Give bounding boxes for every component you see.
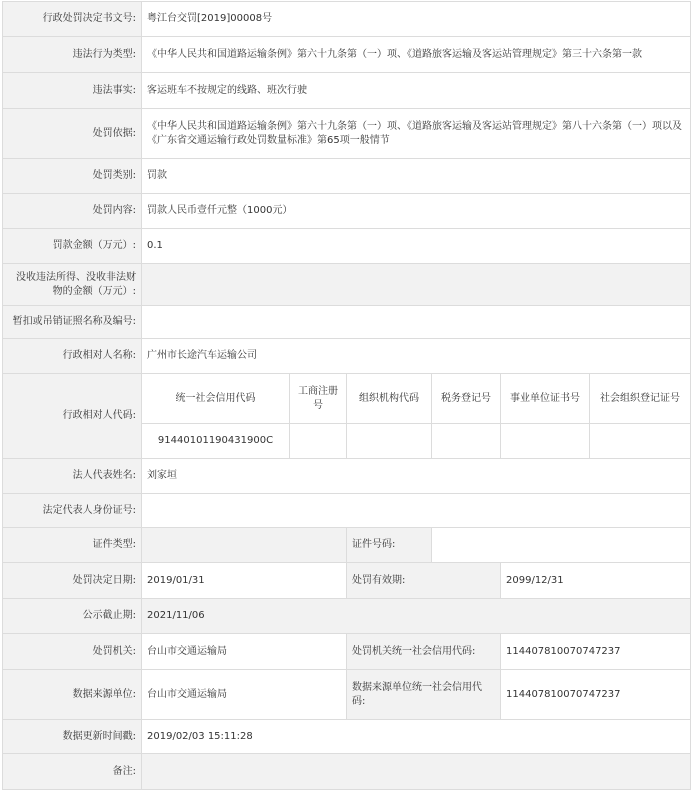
row-decision-no — [3, 2, 691, 37]
party-code-value — [290, 424, 347, 459]
basis-label: 处罚依据: — [3, 109, 142, 159]
fine-amount-value: 0.1 — [142, 229, 691, 264]
source-unit-label: 数据来源单位: — [3, 670, 142, 720]
party-code-value: 91440101190431900C — [142, 424, 290, 459]
category-value: 罚款 — [142, 159, 691, 194]
confiscated-label: 没收违法所得、没收非法财物的金额（万元）: — [3, 264, 142, 306]
violation-type-value: 《中华人民共和国道路运输条例》第六十九条第（一）项、《道路旅客运输及客运站管理规定》第三十六条第一款 — [142, 37, 691, 73]
updated-value: 2019/02/03 15:11:28 — [142, 720, 691, 754]
cert-type-label: 证件类型: — [3, 528, 142, 563]
violation-type-label: 违法行为类型: — [3, 37, 142, 73]
row-legal-rep — [3, 459, 691, 494]
confiscated-value — [142, 264, 691, 306]
valid-until-label: 处罚有效期: — [347, 563, 501, 599]
party-code-value — [590, 424, 691, 459]
row-content — [3, 194, 691, 229]
publish-deadline-label: 公示截止期: — [3, 599, 142, 634]
row-legal-rep-id — [3, 494, 691, 528]
row-fine-amount — [3, 229, 691, 264]
valid-until-value: 2099/12/31 — [501, 563, 691, 599]
legal-rep-label: 法人代表姓名: — [3, 459, 142, 494]
row-confiscated — [3, 264, 691, 306]
cert-no-label: 证件号码: — [347, 528, 432, 563]
authority-code-label: 处罚机关统一社会信用代码: — [347, 634, 501, 670]
publish-deadline-value: 2021/11/06 — [142, 599, 691, 634]
content-value: 罚款人民币壹仟元整（1000元） — [142, 194, 691, 229]
party-code-header: 事业单位证书号 — [501, 374, 590, 424]
decision-no-label: 行政处罚决定书文号: — [3, 2, 142, 37]
category-label: 处罚类别: — [3, 159, 142, 194]
authority-label: 处罚机关: — [3, 634, 142, 670]
row-violation-type — [3, 37, 691, 73]
basis-value: 《中华人民共和国道路运输条例》第六十九条第（一）项、《道路旅客运输及客运站管理规定》第八十六条第（一）项以及《广东省交通运输行政处罚数量标准》第65项一般情节 — [142, 109, 691, 159]
party-name-value: 广州市长途汽车运输公司 — [142, 339, 691, 374]
cert-no-value — [432, 528, 691, 563]
party-code-header: 工商注册号 — [290, 374, 347, 424]
decision-date-value: 2019/01/31 — [142, 563, 347, 599]
suspended-license-value — [142, 306, 691, 339]
row-party-name — [3, 339, 691, 374]
suspended-license-label: 暂扣或吊销证照名称及编号: — [3, 306, 142, 339]
party-code-header: 税务登记号 — [432, 374, 501, 424]
remark-value — [142, 754, 691, 790]
source-unit-value: 台山市交通运输局 — [142, 670, 347, 720]
row-remark — [3, 754, 691, 790]
violation-facts-label: 违法事实: — [3, 73, 142, 109]
row-dates — [3, 563, 691, 599]
row-cert — [3, 528, 691, 563]
row-basis — [3, 109, 691, 159]
updated-label: 数据更新时间戳: — [3, 720, 142, 754]
decision-no-value: 粤江台交罚[2019]00008号 — [142, 2, 691, 37]
penalty-info-table — [2, 1, 691, 790]
row-authority — [3, 634, 691, 670]
row-source — [3, 670, 691, 720]
row-suspended-license — [3, 306, 691, 339]
authority-code-value: 114407810070747237 — [501, 634, 691, 670]
legal-rep-value: 刘家垣 — [142, 459, 691, 494]
source-code-label: 数据来源单位统一社会信用代码: — [347, 670, 501, 720]
source-code-value: 114407810070747237 — [501, 670, 691, 720]
row-violation-facts — [3, 73, 691, 109]
party-code-value — [432, 424, 501, 459]
party-code-header: 统一社会信用代码 — [142, 374, 290, 424]
legal-rep-id-value — [142, 494, 691, 528]
row-publish-deadline — [3, 599, 691, 634]
party-code-header: 社会组织登记证号 — [590, 374, 691, 424]
row-party-code-headers — [3, 374, 691, 424]
content-label: 处罚内容: — [3, 194, 142, 229]
authority-value: 台山市交通运输局 — [142, 634, 347, 670]
fine-amount-label: 罚款金额（万元）: — [3, 229, 142, 264]
legal-rep-id-label: 法定代表人身份证号: — [3, 494, 142, 528]
remark-label: 备注: — [3, 754, 142, 790]
violation-facts-value: 客运班车不按规定的线路、班次行驶 — [142, 73, 691, 109]
party-code-label: 行政相对人代码: — [3, 374, 142, 459]
party-code-header: 组织机构代码 — [347, 374, 432, 424]
cert-type-value — [142, 528, 347, 563]
party-code-value — [501, 424, 590, 459]
party-code-value — [347, 424, 432, 459]
decision-date-label: 处罚决定日期: — [3, 563, 142, 599]
row-category — [3, 159, 691, 194]
party-name-label: 行政相对人名称: — [3, 339, 142, 374]
row-updated — [3, 720, 691, 754]
